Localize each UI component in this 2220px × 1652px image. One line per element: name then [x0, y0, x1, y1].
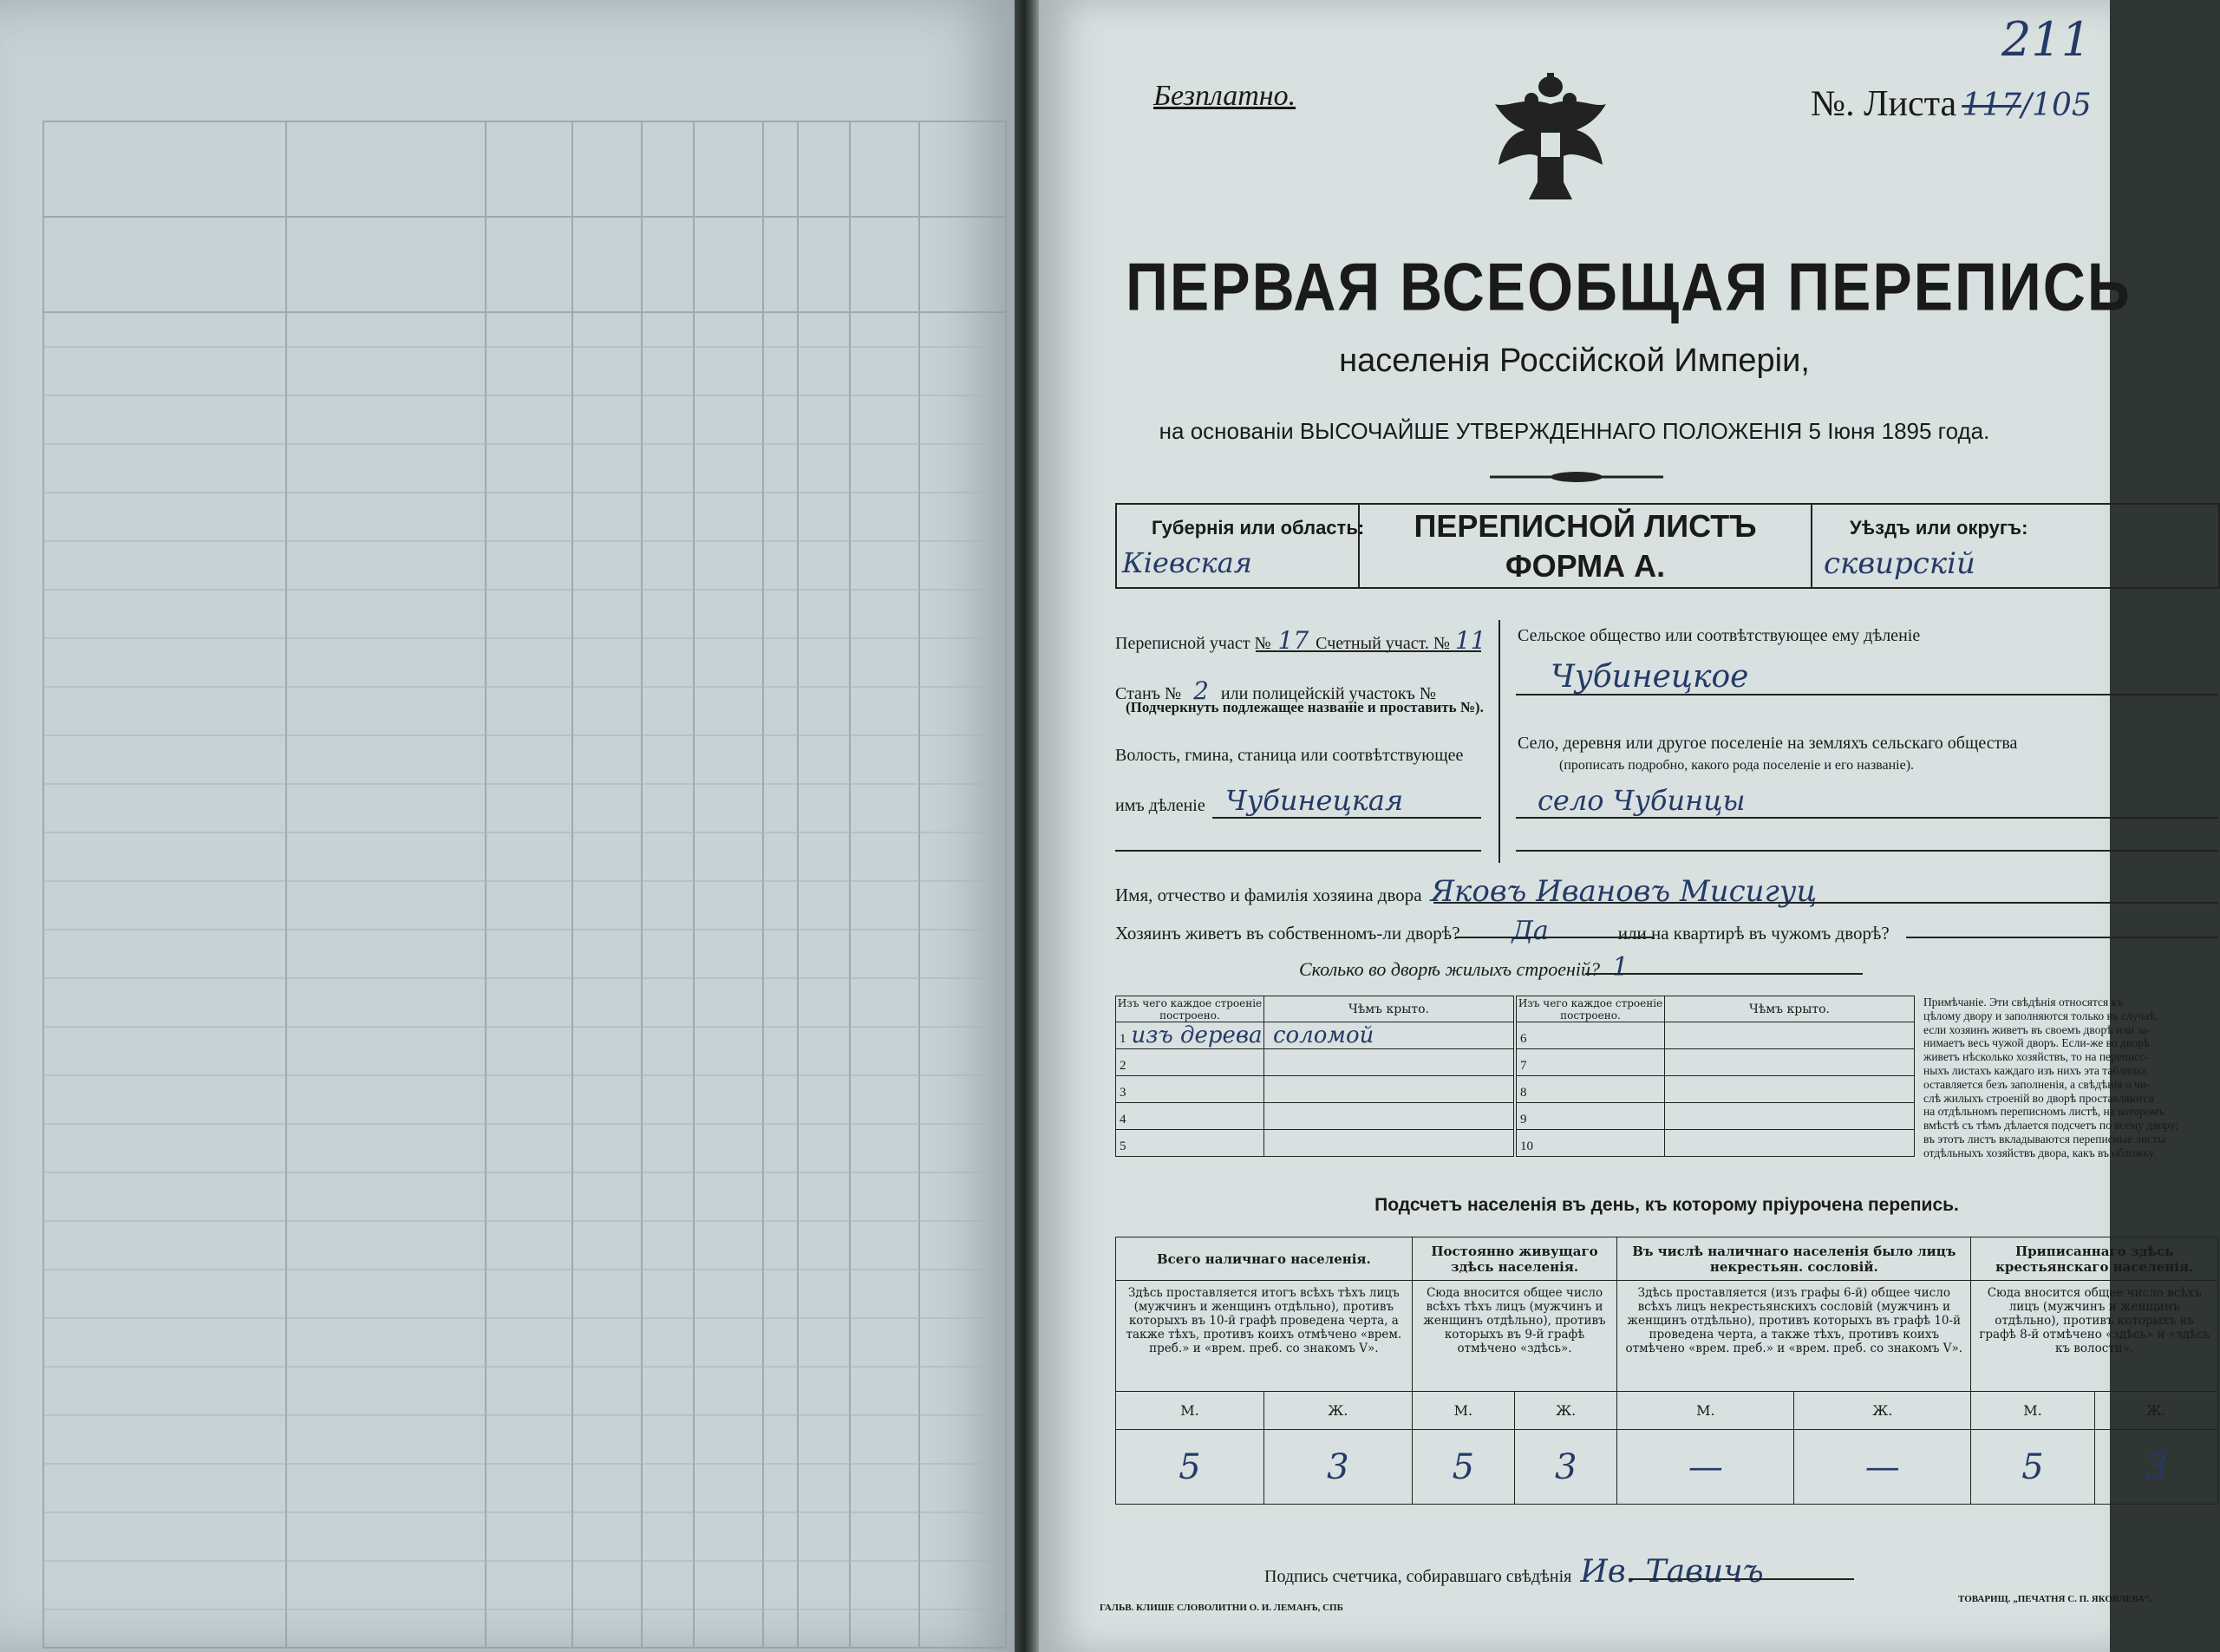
building-material-cell	[1517, 1049, 1665, 1076]
building-roof-cell	[1665, 1130, 1915, 1157]
summary-column-header: Всего наличнаго населенія.	[1116, 1237, 1413, 1281]
building-material-cell	[1116, 1022, 1264, 1049]
lives-label: Хозяинъ живетъ въ собственномъ-ли дворѣ? Да или на квартирѣ въ чужомъ дворѣ?	[1115, 916, 1890, 946]
row-number: 4	[1120, 1113, 1126, 1126]
female-count: 3	[1554, 1446, 1577, 1487]
divider	[1115, 850, 1481, 852]
building-material-cell	[1116, 1103, 1264, 1130]
col-material-header: Изъ чего каждое строеніе построено.	[1116, 996, 1264, 1022]
buildings-label: Сколько во дворѣ жилыхъ строеній? 1	[1299, 952, 1629, 983]
district-value: сквирскій	[1824, 546, 1975, 581]
population-summary-table	[1115, 1237, 2218, 1505]
row-number: 1	[1120, 1032, 1126, 1046]
female-label: Ж.	[1794, 1392, 1971, 1430]
village-value: село Чубинцы	[1538, 784, 1746, 817]
row-number: 6	[1520, 1032, 1527, 1046]
sheet-label: №. Листа 117/105	[1811, 84, 2092, 124]
form-title-1: ПЕРЕПИСНОЙ ЛИСТЪ	[1414, 508, 1757, 544]
female-count: —	[1864, 1446, 1900, 1487]
volost-label-2: имъ дѣленіе	[1115, 796, 1205, 815]
building-roof-cell	[1665, 1022, 1915, 1049]
summary-row	[1116, 1392, 2218, 1430]
page-number: 211	[2001, 12, 2092, 67]
building-row	[1517, 1076, 1915, 1103]
building-row	[1116, 1022, 1514, 1049]
male-label: М.	[1116, 1392, 1264, 1430]
summary-row	[1116, 1237, 2218, 1281]
divider	[1516, 817, 2218, 819]
note-line: Примѣчаніе. Эти свѣдѣнія относятся къ	[1923, 996, 2124, 1009]
building-roof-cell	[1665, 1049, 1915, 1076]
building-roof-cell	[1264, 1103, 1514, 1130]
divider	[1629, 1578, 1854, 1580]
male-label: М.	[1971, 1392, 2094, 1430]
summary-title: Подсчетъ населенія въ день, къ которому пріурочена перепись.	[1374, 1195, 1959, 1215]
census-form-page	[1039, 0, 2210, 1652]
summary-row	[1116, 1430, 2218, 1505]
note-line: нимаетъ весь чужой дворъ. Если-же во дворѣ	[1923, 1036, 2150, 1050]
building-roof-cell	[1264, 1022, 1514, 1049]
building-row	[1517, 1022, 1915, 1049]
roof-value: соломой	[1273, 1022, 1374, 1048]
note-line: если хозяинъ живетъ въ своемъ дворѣ или за-	[1923, 1022, 2151, 1036]
summary-column-header: Постоянно живущаго здѣсь населенія.	[1412, 1237, 1617, 1281]
male-count: 5	[1452, 1446, 1475, 1487]
building-roof-cell	[1665, 1103, 1915, 1130]
building-material-cell	[1517, 1076, 1665, 1103]
col-material-header: Изъ чего каждое строеніе построено.	[1517, 996, 1665, 1022]
row-number: 5	[1120, 1139, 1126, 1153]
row-number: 9	[1520, 1113, 1527, 1126]
printer-left: ГАЛЬВ. КЛИШЕ СЛОВОЛИТНИ О. И. ЛЕМАНЪ, СПБ	[1100, 1603, 1343, 1613]
female-label: Ж.	[1263, 1392, 1412, 1430]
divider	[1455, 937, 1655, 938]
owner-label: Имя, отчество и фамилія хозяина двора Яковъ Ивановъ Мисигуц	[1115, 874, 1818, 909]
col-roof-header: Чѣмъ крыто.	[1665, 996, 1915, 1022]
note-line: живетъ нѣсколько хозяйствъ, то на переписс-	[1923, 1050, 2149, 1064]
building-row	[1116, 1049, 1514, 1076]
form-subtitle: населенія Россійской Имперіи,	[1339, 343, 1810, 379]
male-count-cell	[1412, 1430, 1514, 1505]
building-material-cell	[1116, 1049, 1264, 1076]
divider	[1516, 850, 2218, 852]
note-line: на отдѣльномъ переписномъ листѣ, на которомъ	[1923, 1105, 2164, 1119]
summary-column-description: Сюда вносится общее число всѣхъ тѣхъ лицъ (мужчинъ и женщинъ отдѣльно), противъ которыхъ въ 9-й графѣ отмѣчено «здѣсь».	[1412, 1281, 1617, 1392]
building-row	[1116, 1130, 1514, 1157]
building-row	[1517, 1049, 1915, 1076]
summary-column-description: Сюда вносится общее число всѣхъ лицъ (мужчинъ и женщинъ отдѣльно), противъ которыхъ въ графѣ 8-й отмѣчено «здѣсь» и «здѣсь къ волости».	[1971, 1281, 2218, 1392]
row-number: 7	[1520, 1059, 1527, 1073]
female-count-cell	[1515, 1430, 1617, 1505]
province-label: Губернія или область:	[1152, 517, 1365, 539]
ornament-divider	[1490, 468, 1663, 486]
row-number: 10	[1520, 1139, 1533, 1153]
divider	[1811, 503, 1812, 587]
form-title-2: ФОРМА А.	[1505, 548, 1666, 584]
divider	[1433, 902, 2218, 904]
underline-note: (Подчеркнуть подлежащее названіе и проставить №).	[1126, 699, 1484, 715]
building-row	[1116, 1076, 1514, 1103]
divider	[1256, 650, 1481, 652]
female-label: Ж.	[2094, 1392, 2217, 1430]
building-row	[1517, 1130, 1915, 1157]
building-material-cell	[1116, 1130, 1264, 1157]
divider	[1516, 694, 2218, 695]
material-value: изъ дерева	[1131, 1022, 1263, 1048]
col-roof-header: Чѣмъ крыто.	[1264, 996, 1514, 1022]
village-note: (прописать подробно, какого рода поселеніе и его названіе).	[1559, 758, 1915, 773]
left-page	[0, 0, 1015, 1652]
left-page-grid	[0, 0, 1015, 1652]
book-spine	[1015, 0, 1039, 1652]
buildings-note	[1923, 996, 2218, 1160]
signature-label: Подпись счетчика, собиравшаго свѣдѣнія Ив. Тавичъ	[1264, 1554, 1764, 1590]
summary-row	[1116, 1281, 2218, 1392]
female-count-cell	[1263, 1430, 1412, 1505]
male-count-cell	[1971, 1430, 2094, 1505]
building-material-cell	[1517, 1130, 1665, 1157]
building-material-cell	[1517, 1103, 1665, 1130]
building-material-cell	[1116, 1076, 1264, 1103]
note-line: цѣлому двору и заполняются только въ случаѣ,	[1923, 1009, 2158, 1022]
volost-label: Волость, гмина, станица или соотвѣтствующее	[1115, 746, 1464, 765]
note-line: вмѣстѣ съ тѣмъ дѣлается подсчетъ по всему двору;	[1923, 1119, 2179, 1133]
free-label: Безплатно.	[1153, 80, 1296, 112]
society-label: Сельское общество или соотвѣтствующее ему дѣленіе	[1518, 626, 1921, 645]
buildings-table-left	[1115, 996, 1514, 1157]
male-label: М.	[1412, 1392, 1514, 1430]
divider	[1498, 620, 1500, 863]
building-row	[1517, 1103, 1915, 1130]
society-value: Чубинецкое	[1551, 659, 1749, 695]
note-line: въ этотъ листъ вкладываются переписные листы	[1923, 1132, 2166, 1146]
form-main-title: ПЕРВАЯ ВСЕОБЩАЯ ПЕРЕПИСЬ	[1126, 249, 2132, 325]
female-count: 3	[2145, 1446, 2168, 1487]
row-number: 3	[1120, 1086, 1126, 1100]
note-line: отдѣльныхъ хозяйствъ двора, какъ въ обложку.	[1923, 1146, 2157, 1159]
male-count: 5	[1179, 1446, 1201, 1487]
divider	[1585, 973, 1863, 975]
building-material-cell	[1517, 1022, 1665, 1049]
building-row	[1116, 1103, 1514, 1130]
divider	[1906, 937, 2218, 938]
summary-column-description: Здѣсь проставляется (изъ графы 6-й) общее число всѣхъ лицъ некрестьянскихъ сословій (мужчинъ и женщинъ отдѣльно), противъ которыхъ въ графѣ 10-й проведена черта, а также тѣхъ, противъ коихъ отмѣчено «врем. преб.» и «врем. преб. со знакомъ V».	[1617, 1281, 1971, 1392]
village-label: Село, деревня или другое поселеніе на земляхъ сельскаго общества	[1518, 734, 2018, 753]
female-label: Ж.	[1515, 1392, 1617, 1430]
male-count: 5	[2021, 1446, 2044, 1487]
building-roof-cell	[1264, 1076, 1514, 1103]
summary-column-header: Приписаннаго здѣсь крестьянскаго населенія.	[1971, 1237, 2218, 1281]
building-roof-cell	[1264, 1130, 1514, 1157]
printer-right: ТОВАРИЩ. „ПЕЧАТНЯ С. П. ЯКОВЛЕВА“.	[1958, 1594, 2152, 1604]
female-count-cell	[1794, 1430, 1971, 1505]
district-label: Уѣздъ или округъ:	[1850, 517, 2028, 539]
row-number: 2	[1120, 1059, 1126, 1073]
note-line: слѣ жилыхъ строеній во дворѣ проставляются	[1923, 1091, 2154, 1105]
divider	[1212, 817, 1481, 819]
male-count: —	[1688, 1446, 1723, 1487]
census-district-label: Переписной участ № 17 Счетный участ. № 11	[1115, 626, 1486, 655]
note-line: оставляется безъ заполненія, а свѣдѣнія о чи-	[1923, 1077, 2151, 1091]
volost-value: Чубинецкая	[1225, 784, 1404, 817]
female-count: 3	[1327, 1446, 1349, 1487]
summary-column-header: Въ числѣ наличнаго населенія было лицъ некрестьян. сословій.	[1617, 1237, 1971, 1281]
building-roof-cell	[1665, 1076, 1915, 1103]
imperial-eagle-emblem	[1490, 69, 1611, 208]
buildings-table-right	[1516, 996, 1915, 1157]
female-count-cell	[2094, 1430, 2217, 1505]
form-basis: на основаніи ВЫСОЧАЙШЕ УТВЕРЖДЕННАГО ПОЛОЖЕНІЯ 5 Іюня 1895 года.	[1159, 418, 1990, 444]
note-line: ныхъ листахъ каждаго изъ нихъ эта табличка	[1923, 1063, 2147, 1077]
male-label: М.	[1617, 1392, 1794, 1430]
row-number: 8	[1520, 1086, 1527, 1100]
male-count-cell	[1617, 1430, 1794, 1505]
stan-label: Станъ № 2 или полицейскій участокъ №	[1115, 676, 1436, 705]
summary-column-description: Здѣсь проставляется итогъ всѣхъ тѣхъ лицъ (мужчинъ и женщинъ отдѣльно), противъ которыхъ въ 10-й графѣ проведена черта, а также тѣхъ, противъ коихъ отмѣчено «врем. преб.» и «врем. преб. со знакомъ V».	[1116, 1281, 1413, 1392]
province-value: Кіевская	[1122, 546, 1252, 579]
male-count-cell	[1116, 1430, 1264, 1505]
building-roof-cell	[1264, 1049, 1514, 1076]
